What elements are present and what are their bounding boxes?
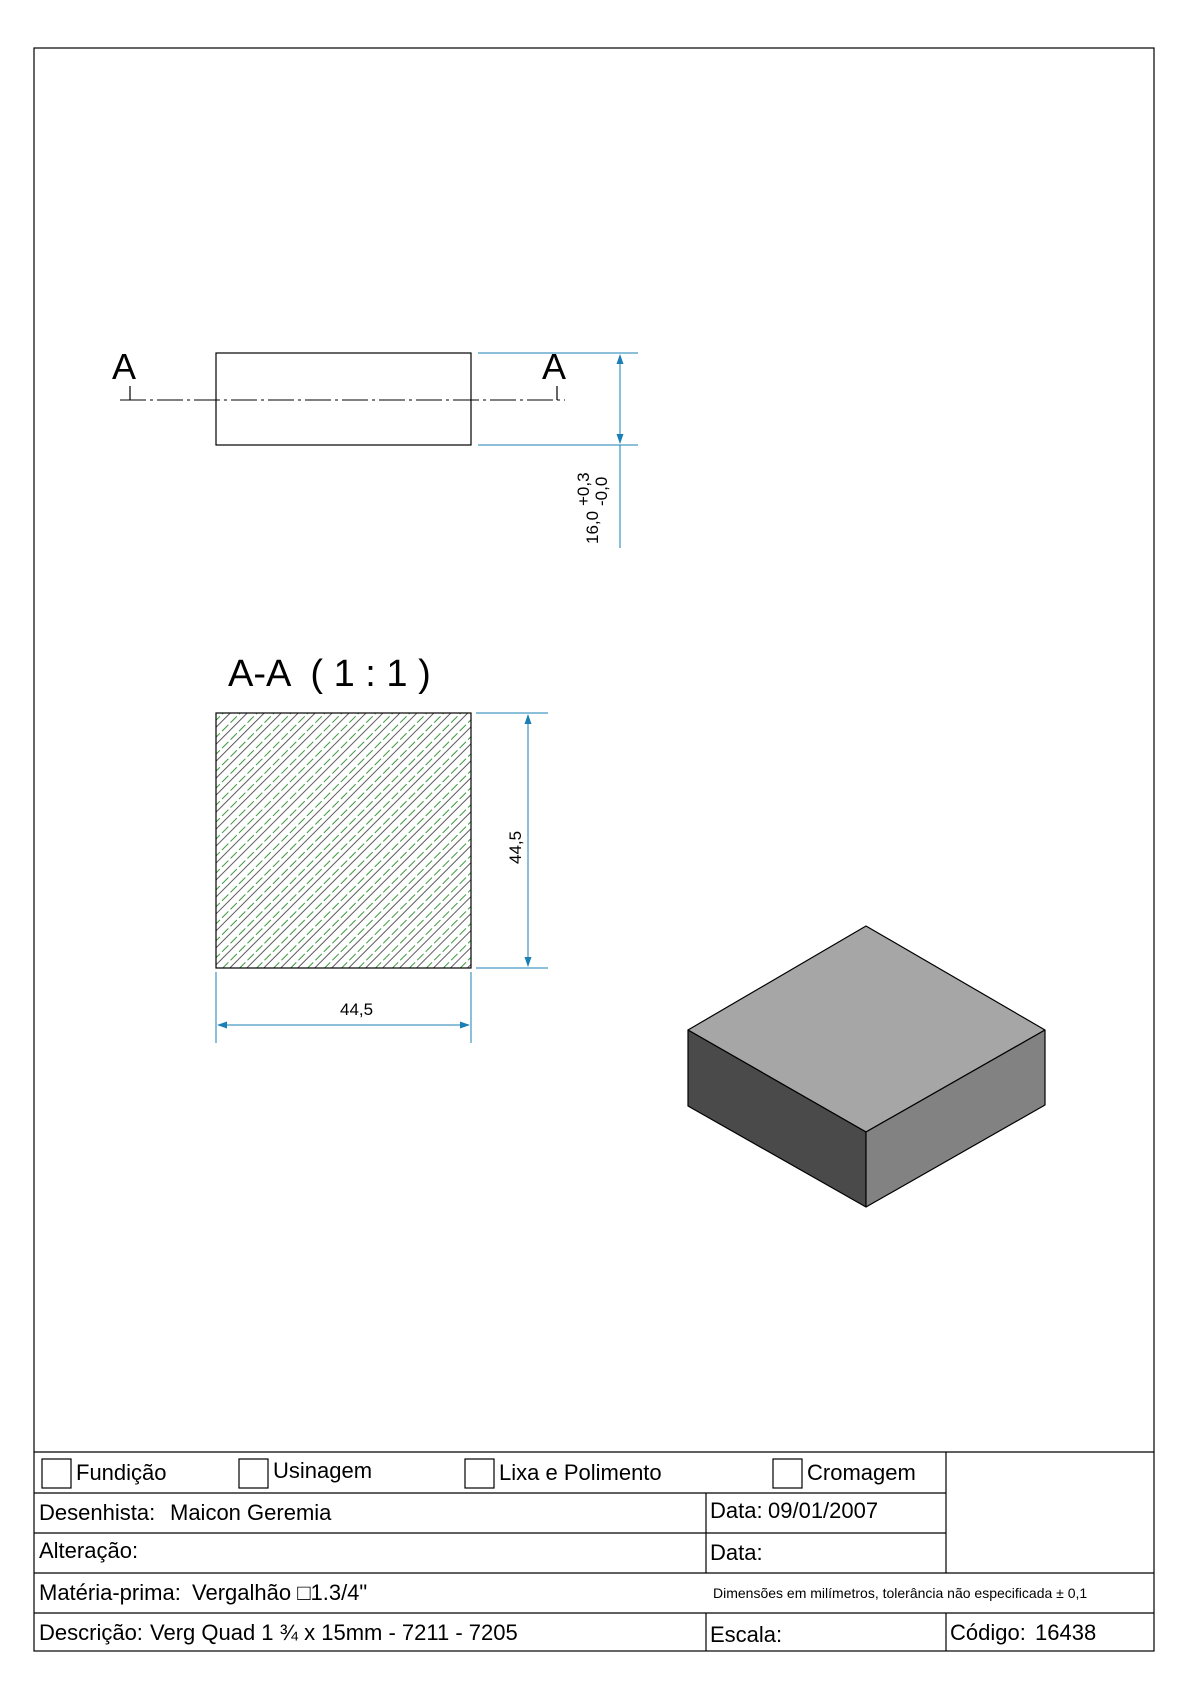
section-title: A-A ( 1 : 1 ) bbox=[228, 653, 431, 695]
sheet-border bbox=[34, 48, 1154, 1651]
desenhista-value: Maicon Geremia bbox=[170, 1500, 332, 1525]
materia-label: Matéria-prima: bbox=[39, 1580, 181, 1605]
isometric-view bbox=[688, 926, 1045, 1207]
desenhista-label: Desenhista: bbox=[39, 1500, 156, 1525]
checkbox-cromagem[interactable] bbox=[773, 1459, 802, 1488]
height-value: 44,5 bbox=[506, 830, 525, 864]
data2-label: Data: bbox=[710, 1540, 763, 1565]
section-marker-right: A bbox=[542, 346, 567, 387]
checkbox-fundicao-label: Fundição bbox=[76, 1460, 167, 1485]
checkbox-usinagem[interactable] bbox=[239, 1459, 268, 1488]
thickness-tol-plus: +0,3 bbox=[574, 472, 593, 506]
descricao-label: Descrição: bbox=[39, 1620, 143, 1645]
height-dimension bbox=[476, 713, 548, 968]
width-value: 44,5 bbox=[340, 1000, 374, 1019]
escala-label: Escala: bbox=[710, 1622, 783, 1647]
checkbox-usinagem-label: Usinagem bbox=[273, 1458, 373, 1483]
top-view bbox=[112, 346, 566, 445]
materia-value: Vergalhão □1.3/4" bbox=[192, 1580, 368, 1605]
data-label: Data: bbox=[710, 1498, 763, 1523]
thickness-value: 16,0 bbox=[583, 510, 602, 544]
data-value: 09/01/2007 bbox=[768, 1498, 879, 1523]
descricao-value: Verg Quad 1 ¾ x 15mm - 7211 - 7205 bbox=[150, 1620, 518, 1645]
section-hatch bbox=[216, 713, 471, 968]
codigo-label: Código: bbox=[950, 1620, 1026, 1645]
section-marker-left: A bbox=[112, 346, 137, 387]
alteracao-label: Alteração: bbox=[39, 1538, 139, 1563]
checkbox-lixa-polimento-label: Lixa e Polimento bbox=[499, 1460, 662, 1485]
tolerance-note: Dimensões em milímetros, tolerância não especificada ± 0,1 bbox=[713, 1585, 1088, 1601]
section-view bbox=[216, 713, 471, 968]
checkbox-fundicao[interactable] bbox=[42, 1459, 71, 1488]
top-view-outline bbox=[216, 353, 471, 445]
thickness-tol-minus: -0,0 bbox=[592, 476, 611, 506]
checkbox-lixa-polimento[interactable] bbox=[465, 1459, 494, 1488]
checkbox-cromagem-label: Cromagem bbox=[807, 1460, 916, 1485]
width-dimension bbox=[216, 972, 471, 1043]
codigo-value: 16438 bbox=[1035, 1620, 1097, 1645]
